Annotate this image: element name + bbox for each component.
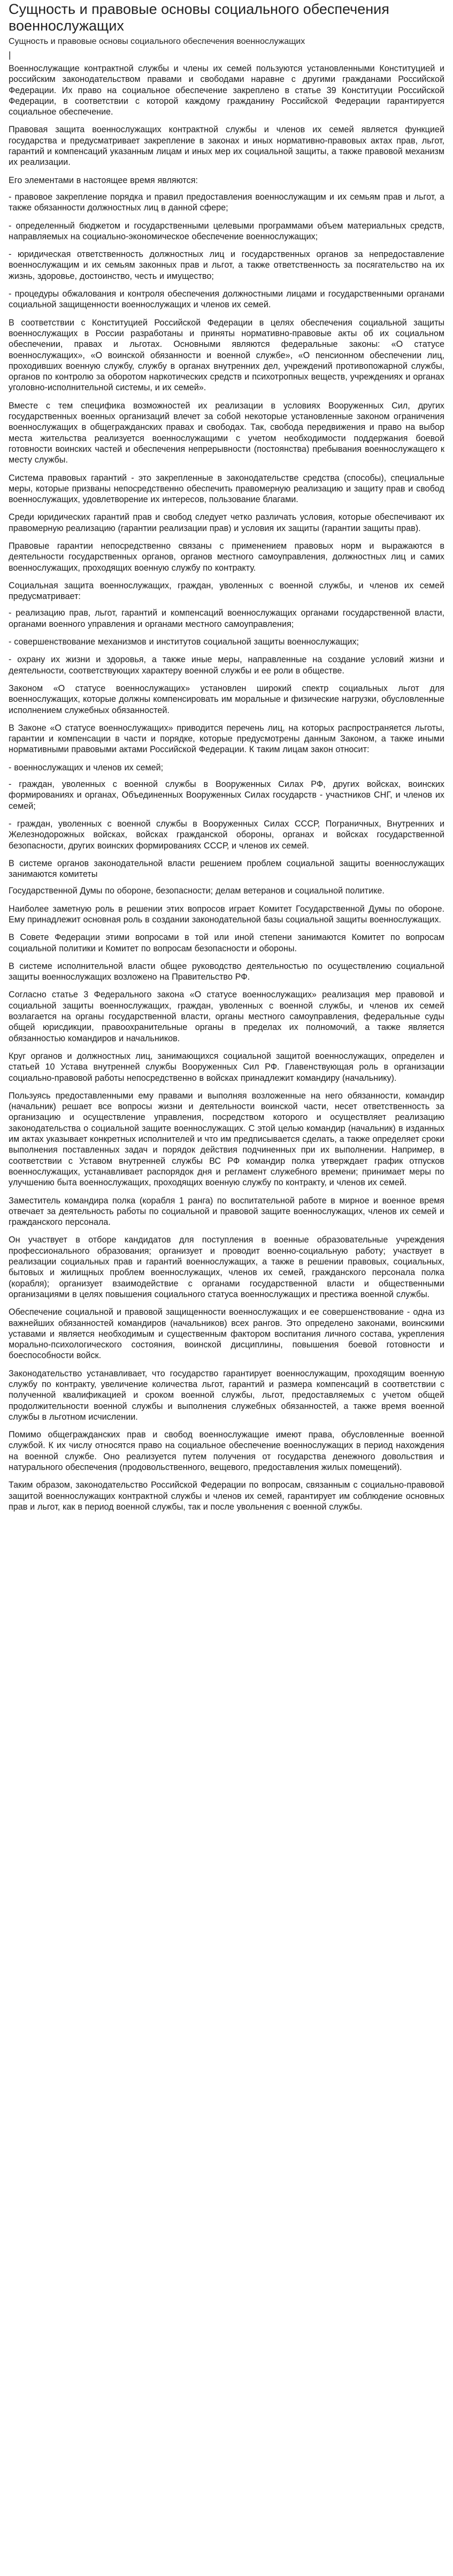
document-title: Сущность и правовые основы социального обеспечения военнослужащих (9, 1, 389, 34)
paragraph-federal-laws: В соответствии с Конституцией Российской Федерации в целях обеспечения социальной защиты военнослужащих в России разработаны и приняты нормативно-правовые акты об их социальном обеспечении, правах и льготах. Основными являются федеральные законы: «О статусе военнослужащих», «О воинской обязанности и военной службе», «О пенсионном обеспечении лиц, проходивших военную службу, службу в органах внутренних дел, учреждений противопожарной службы, органов по контролю за оборотом наркотических средств и психотропных веществ, учреждениях и органах уголовно-исполнительной системы, и их семей». (9, 317, 444, 393)
list-item-legal-rules: - правовое закрепление порядка и правил предоставления военнослужащим и их семьям прав и льгот, а также обязанности должностных лиц в данной сфере; (9, 192, 444, 213)
paragraph-deputy-tasks: Он участвует в отборе кандидатов для поступления в военные образовательные учреждения профессионального образования; организует и проводит военно-социальную работу; участвует в реализации социальных прав и гарантий военнослужащих, а также в решении правовых, социальных, бытовых и жилищных проблем военнослужащих, членов их семей, гражданского персонала полка (корабля); организует взаимодействие с органами государственной власти и общественными организациями в целях повышения социального статуса военнослужащих и престижа военной службы. (9, 1235, 444, 1299)
paragraph-service-rights: Помимо общегражданских прав и свобод военнослужащие имеют права, обусловленные военной службой. К их числу относятся право на социальное обеспечение военнослужащих в период нахождения на военной службе. Оно реализуется путем получения от государства денежного довольствия и натурального обеспечения (продовольственного, вещевого, предоставления жилых помещений). (9, 1430, 444, 1473)
paragraph-article-3: Согласно статье 3 Федерального закона «О статусе военнослужащих» реализация мер правовой и социальной защиты военнослужащих, граждан, уволенных с военной службы, и членов их семей возлагается на органы государственной власти, органы местного самоуправления, федеральные суды общей юрисдикции, правоохранительные органы в пределах их полномочий, а также является обязанностью командиров и начальников. (9, 990, 444, 1043)
paragraph-intro: Военнослужащие контрактной службы и члены их семей пользуются установленными Конституцией и российским законодательством правами и свободами наравне с другими гражданами Российской Федерации. Их право на социальное обеспечение закреплено в статье 39 Конституции Российской Федерации, в соответствии с которой каждому гражданину Российской Федерации гарантируется социальное обеспечение. (9, 64, 444, 117)
text-cursor: | (9, 50, 11, 60)
paragraph-deputy-commander: Заместитель командира полка (корабля 1 ранга) по воспитательной работе в мирное и военное время отвечает за деятельность работы по социальной и правовой защите военнослужащих, членов их семей и гражданского персонала. (9, 1195, 444, 1228)
paragraph-guarantees-application: Правовые гарантии непосредственно связаны с применением правовых норм и выражаются в деятельности государственных органов, органов местного самоуправления, должностных лиц и самих военнослужащих, проходящих военную службу по контракту. (9, 541, 444, 573)
paragraph-executive-power: В системе исполнительной власти общее руководство деятельностью по осуществлению социальной защиты военнослужащих возложено на Правительство РФ. (9, 961, 444, 982)
paragraph-defense-committee: Наиболее заметную роль в решении этих вопросов играет Комитет Государственной Думы по обороне. Ему принадлежит основная роль в создании законодательной базы социальной защиты военнослужащих. (9, 904, 444, 925)
paragraph-commander-duties: Пользуясь предоставленными ему правами и выполняя возложенные на него обязанности, командир (начальник) решает все вопросы жизни и деятельности воинской части, несет ответственность за организацию и осуществление управления, посредством которого и осуществляет реализацию законодательства о социальной защите военнослужащих. С этой целью командир (начальник) в изданных им актах указывает конкретных исполнителей и что им предписывается сделать, а также определяет сроки выполнения поставленных задач и порядок действия подчиненных при их выполнении. Например, в соответствии с Уставом внутренней службы ВС РФ командир полка утверждает график отпусков военнослужащих, устанавливает распорядок дня и регламент служебного времени; принимает меры по улучшению быта военнослужащих, проходящих военную службу по контракту, и членов их семей. (9, 1090, 444, 1188)
paragraph-restrictions: Вместе с тем специфика возможностей их реализации в условиях Вооруженных Сил, других государственных военных организаций влечет за собой некоторые установленные законом ограничения военнослужащих в общегражданских правах и свободах. Так, свобода передвижения и право на выбор места жительства реализуется военнослужащими с учетом необходимости поддержания боевой готовности воинских частей и обеспечения непрерывности (постоянства) пребывания военнослужащего к месту службы. (9, 400, 444, 465)
paragraph-social-protection-intro: Социальная защита военнослужащих, граждан, уволенных с военной службы, и членов их семей предусматривает: (9, 580, 444, 602)
paragraph-article-10: Круг органов и должностных лиц, занимающихся социальной защитой военнослужащих, определен и статьей 10 Устава внутренней службы Вооруженных Сил РФ. Главенствующая роль в организации социально-правовой работы непосредственно в войсках принадлежит командиру (начальнику). (9, 1051, 444, 1083)
paragraph-federation-council: В Совете Федерации этими вопросами в той или иной степени занимаются Комитет по вопросам социальной политики и Комитет по вопросам безопасности и обороны. (9, 933, 444, 953)
paragraph-contract-guarantees: Законодательство устанавливает, что государство гарантирует военнослужащим, проходящим военную службу по контракту, увеличение количества льгот, гарантий и размера компенсаций в соответствии с полученной квалификацией и сроком военной службы, льгот, предоставляемых с учетом общей продолжительности военной службы и выполнения служебных обязанностей, а также время военной службы в льготном исчислении. (9, 1368, 444, 1422)
list-item-realization: - реализацию прав, льгот, гарантий и компенсаций военнослужащих органами государственной власти, органами военного управления и органами местного самоуправления; (9, 608, 444, 629)
list-item-procedures: - процедуры обжалования и контроля обеспечения должностными лицами и государственными органами социальной защищенности военнослужащих и членов их семей. (9, 289, 444, 310)
list-item-improvement: - совершенствование механизмов и институтов социальной защиты военнослужащих; (9, 637, 359, 647)
list-item-servicemen: - военнослужащих и членов их семей; (9, 762, 164, 772)
list-item-health: - охрану их жизни и здоровья, а также иные меры, направленные на создание условий жизни и деятельности, соответствующих характеру военной службы и ее роли в обществе. (9, 655, 444, 676)
paragraph-legislative-bodies: В системе органов законодательной власти решением проблем социальной защиты военнослужащих занимаются комитеты (9, 858, 444, 880)
paragraph-legal-guarantees: Среди юридических гарантий прав и свобод следует четко различать условия, которые обеспечивают их правомерную реализацию (гарантии реализации прав) и условия их защиты (гарантии защиты прав). (9, 512, 444, 533)
paragraph-elements-intro: Его элементами в настоящее время являются: (9, 175, 198, 185)
document-body (9, 63, 444, 1512)
list-item-discharged-rf: - граждан, уволенных с военной службы в Вооруженных Силах РФ, других войсках, воинских формированиях и органах, Объединенных Вооруженных Силах государств - участников СНГ, и членов их семей; (9, 779, 444, 811)
paragraph-status-law: Законом «О статусе военнослужащих» установлен широкий спектр социальных льгот для военнослужащих, которые должны компенсировать им моральные и физические нагрузки, обусловленные исполнением служебных обязанностей. (9, 683, 444, 715)
list-item-discharged-ussr: - граждан, уволенных с военной службы в Вооруженных Силах СССР, Пограничных, Внутренних и Железнодорожных войсках, войсках гражданской обороны, органах и войсках государственной безопасности, других воинских формированиях СССР, и членов их семей. (9, 819, 444, 851)
list-item-budget: - определенный бюджетом и государственными целевыми программами объем материальных средств, направляемых на социально-экономическое обеспечение военнослужащих; (9, 221, 444, 241)
paragraph-conclusion: Таким образом, законодательство Российской Федерации по вопросам, связанным с социально-правовой защитой военнослужащих контрактной службы и членов их семей, гарантирует им соблюдение основных прав и льгот, как в период военной службы, так и после увольнения с военной службы. (9, 1480, 444, 1512)
document-subtitle: Сущность и правовые основы социального обеспечения военнослужащих (9, 37, 305, 46)
paragraph-duma-committees: Государственной Думы по обороне, безопасности; делам ветеранов и социальной политике. (9, 886, 385, 896)
list-item-liability: - юридическая ответственность должностных лиц и государственных органов за непредоставление военнослужащим и их семьям законных прав и льгот, а также ответственность за посягательство на их жизнь, здоровье, достоинство, честь и имущество; (9, 249, 444, 281)
paragraph-protection-duty: Обеспечение социальной и правовой защищенности военнослужащих и ее совершенствование - одна из важнейших обязанностей командиров (начальников) всех рангов. Это определено законами, воинскими уставами и является необходимым и существенным фактором воспитания личного состава, укрепления морально-психологического состояния, воинской дисциплины, повышения боевой готовности и боеспособности войск. (9, 1307, 444, 1361)
paragraph-guarantee-system: Система правовых гарантий - это закрепленные в законодательстве средства (способы), специальные меры, которые призваны непосредственно обеспечить правомерную реализацию и защиту прав и свобод военнослужащих, удовлетворение их интересов, пользование благами. (9, 473, 444, 505)
paragraph-persons-list: В Законе «О статусе военнослужащих» приводится перечень лиц, на которых распространяется льготы, гарантии и компенсации в части и порядке, которые предусмотрены данным Законом, а также иными нормативными правовыми актами Российской Федерации. К таким лицам закон относит: (9, 723, 444, 755)
paragraph-legal-protection: Правовая защита военнослужащих контрактной службы и членов их семей является функцией государства и предусматривает закрепление в законах и иных нормативно-правовых актах прав, льгот, гарантий и компенсаций указанным лицам и иных мер их социальной защиты, а также правовой механизм их реализации. (9, 125, 444, 168)
